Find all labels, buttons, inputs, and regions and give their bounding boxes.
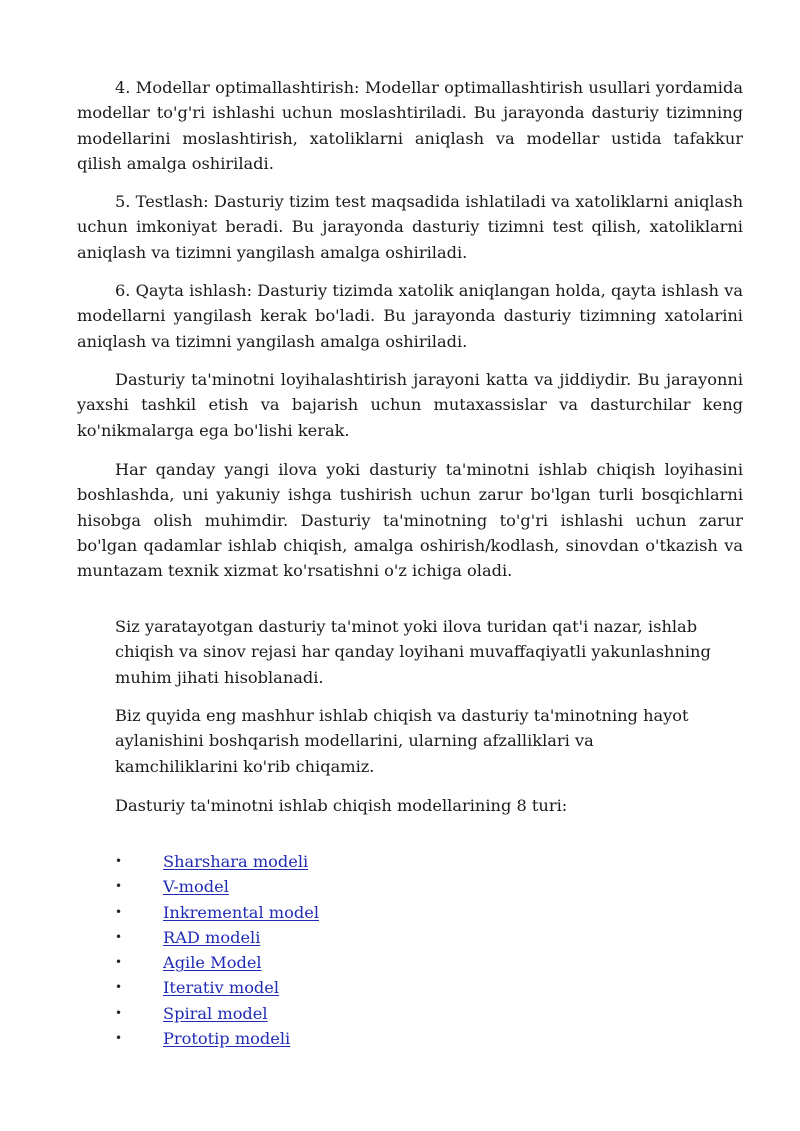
bullet-icon: • (115, 1031, 123, 1046)
bullet-icon: • (115, 980, 123, 995)
bullet-icon: • (115, 929, 123, 944)
paragraph-testing: 5. Testlash: Dasturiy tizim test maqsadida ishlatiladi va xatoliklarni aniqlash uchun imkoniyat beradi. Bu jarayonda dasturiy tizimni test qilish, xatoliklarni aniqlash va tizimni yangilash amalga oshiriladi. (77, 192, 743, 262)
paragraph-development-stages: Har qanday yangi ilova yoki dasturiy ta'minotni ishlab chiqish loyihasini boshlashda, uni yakuniy ishga tushirish uchun zarur bo'lgan turli bosqichlarni hisobga olish muhimdir. Dasturiy ta'minotning to'g'ri ishlashi uchun zarur bo'lgan qadamlar ishlab chiqish, amalga oshirish/kodlash, sinovdan o'tkazish va muntazam texnik xizmat ko'rsatishni o'z ichiga oladi. (77, 460, 743, 581)
list-item (115, 975, 319, 1000)
link-sharshara-model[interactable]: Sharshara modeli (163, 852, 309, 871)
list-item (115, 950, 319, 975)
list-item (115, 1001, 319, 1026)
bullet-icon: • (115, 904, 123, 919)
models-bullet-list (115, 849, 319, 1051)
link-prototype-model[interactable]: Prototip modeli (163, 1029, 291, 1049)
paragraph-rework: 6. Qayta ishlash: Dasturiy tizimda xatolik aniqlangan holda, qayta ishlash va modellarni yangilash kerak bo'ladi. Bu jarayonda dasturiy tizimning xatolarini aniqlash va tizimni yangilash amalga oshiriladi. (77, 281, 743, 351)
paragraph-lifecycle-intro: Biz quyida eng mashhur ishlab chiqish va dasturiy ta'minotning hayot aylanishini boshqarish modellarini, ularning afzalliklari va kamchiliklarini ko'rib chiqamiz. (115, 706, 689, 776)
bullet-icon: • (115, 854, 123, 868)
link-spiral-model[interactable]: Spiral model (163, 1003, 268, 1023)
list-item (115, 874, 319, 899)
paragraph-list-heading: Dasturiy ta'minotni ishlab chiqish modellarining 8 turi: (115, 796, 568, 815)
link-agile-model[interactable]: Agile Model (163, 953, 262, 973)
link-v-model[interactable]: V-model (163, 877, 229, 897)
paragraph-model-optimization: 4. Modellar optimallashtirish: Modellar optimallashtirish usullari yordamida modellar to'g'ri ishlashi uchun moslashtiriladi. Bu jarayonda dasturiy tizimning modellarini moslashtirish, xatoliklarni aniqlash va modellar ustida tafakkur qilish amalga oshiriladi. (77, 78, 743, 173)
list-item (115, 849, 319, 874)
list-item (115, 900, 319, 925)
list-item (115, 1026, 319, 1051)
bullet-icon: • (115, 1005, 123, 1020)
bullet-icon: • (115, 955, 123, 970)
paragraph-design-process: Dasturiy ta'minotni loyihalashtirish jarayoni katta va jiddiydir. Bu jarayonni yaxshi tashkil etish va bajarish uchun mutaxassislar va dasturchilar keng ko'nikmalarga ega bo'lishi kerak. (77, 370, 743, 440)
paragraph-test-plan: Siz yaratayotgan dasturiy ta'minot yoki ilova turidan qat'i nazar, ishlab chiqish va sinov rejasi har qanday loyihani muvaffaqiyatli yakunlashning muhim jihati hisoblanadi. (115, 617, 711, 687)
bullet-icon: • (115, 879, 123, 894)
list-item (115, 925, 319, 950)
link-incremental-model[interactable]: Inkremental model (163, 902, 319, 922)
link-iterative-model[interactable]: Iterativ model (163, 978, 280, 998)
link-rad-model[interactable]: RAD modeli (163, 927, 261, 947)
